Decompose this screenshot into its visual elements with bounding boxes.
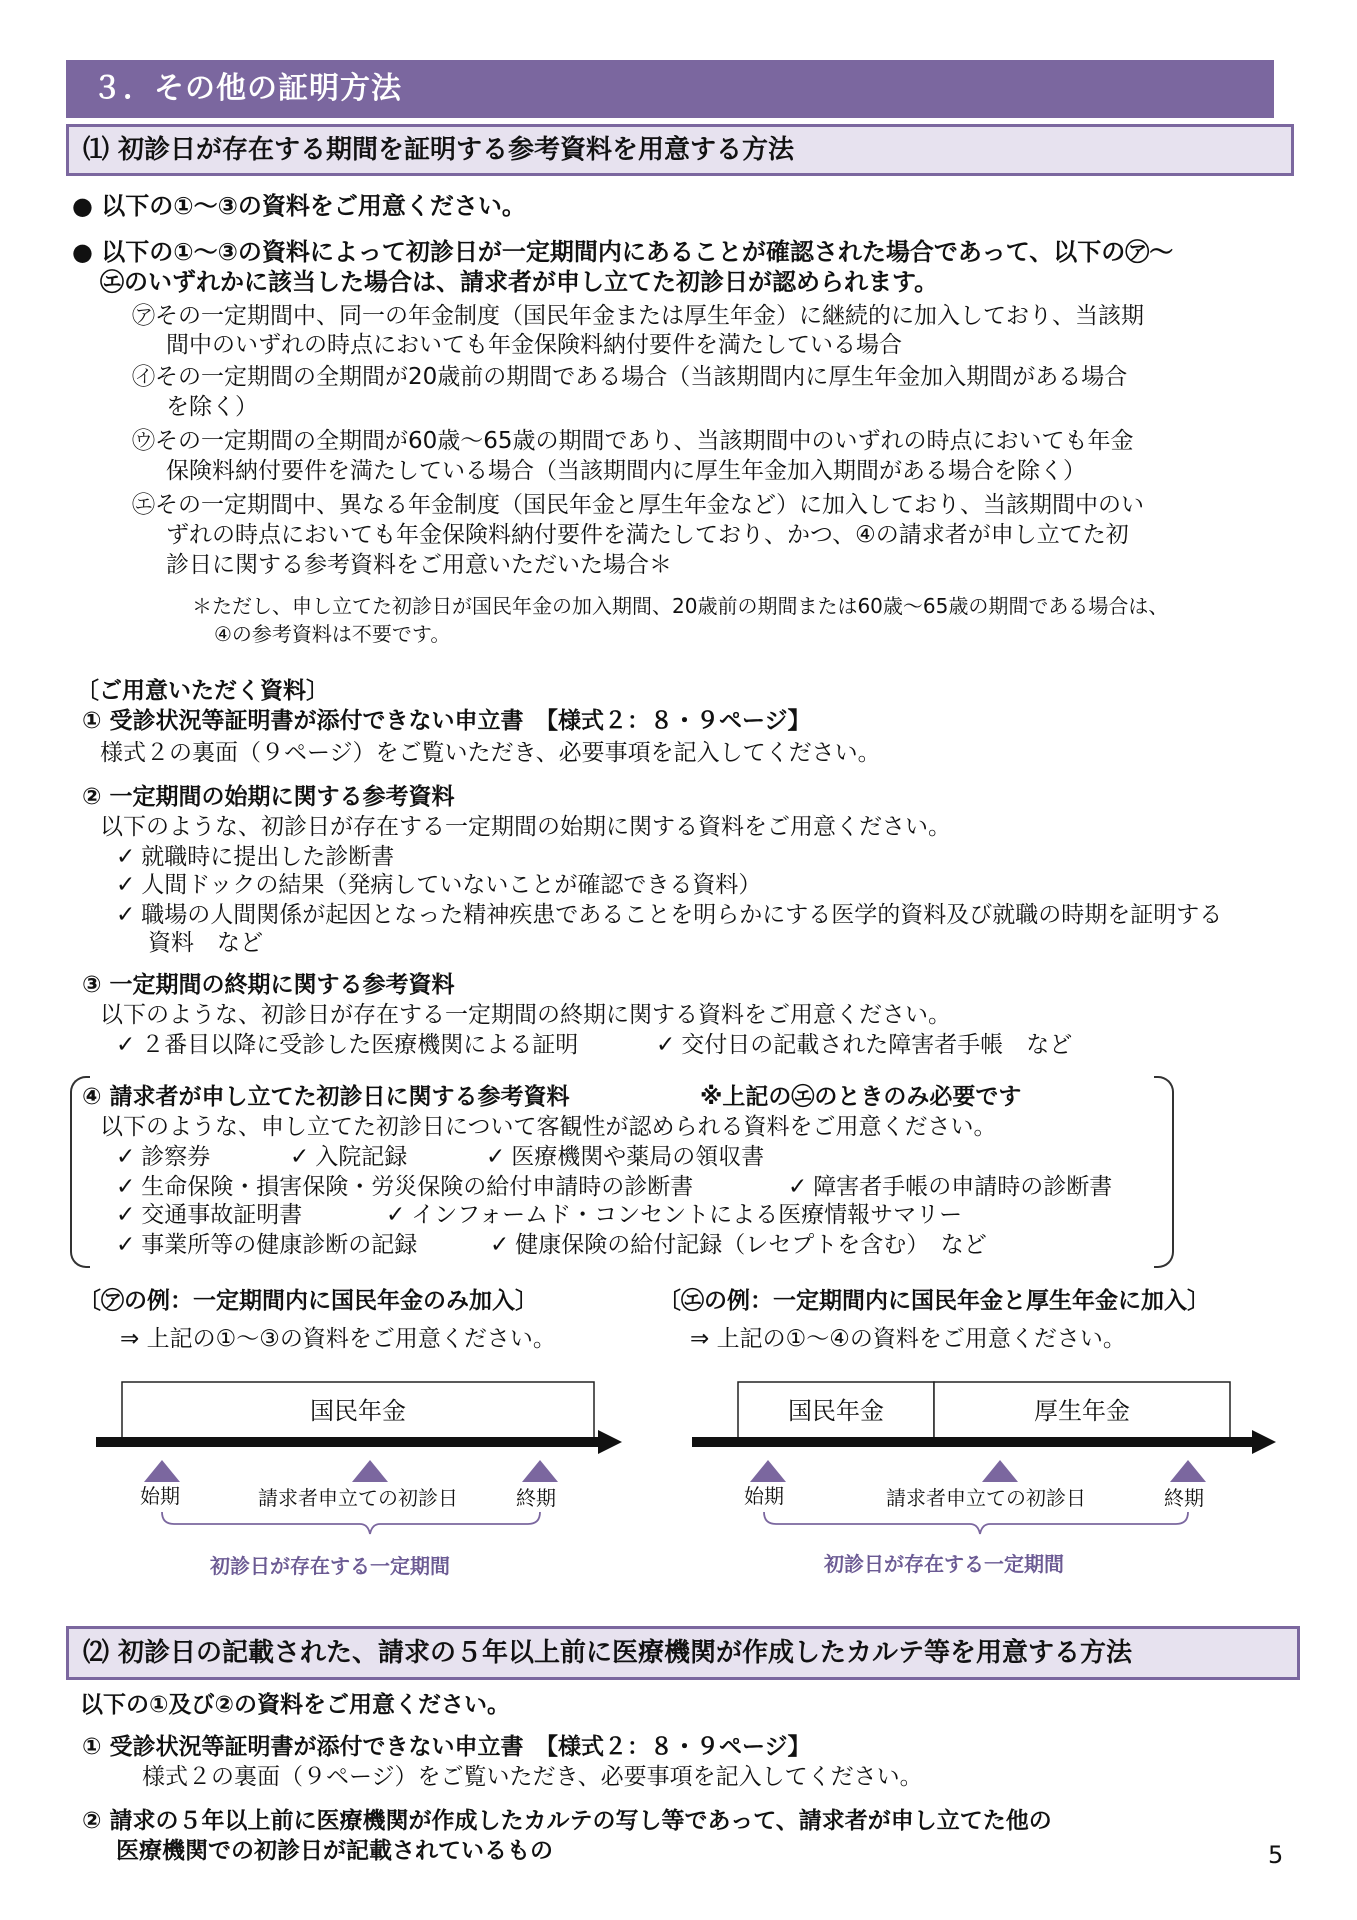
period-brace [764, 1512, 1188, 1534]
material-1-desc: 様式２の裏面（９ページ）をご覧いただき、必要事項を記入してください。 [100, 740, 881, 766]
material-4-note: ※上記の㋓のときのみ必要です [700, 1084, 1022, 1110]
material-2-item: ✓ 職場の人間関係が起因となった精神疾患であることを明らかにする医学的資料及び就職の時期を証明する [116, 902, 1223, 928]
bullet-2-line1: ● 以下の①～③の資料によって初診日が一定期間内にあることが確認された場合であって、以下の㋐～ [72, 238, 1174, 266]
end-label: 終期 [1164, 1486, 1204, 1510]
example-a-title: 〔㋐の例：一定期間内に国民年金のみ加入〕 [78, 1288, 538, 1314]
material-4-item: ✓ 入院記録 [290, 1144, 408, 1170]
material-2-title: ② 一定期間の始期に関する参考資料 [82, 784, 455, 810]
claim-marker-icon [982, 1460, 1018, 1482]
materials-heading: 〔ご用意いただく資料〕 [76, 678, 329, 704]
example-a-desc: ⇒ 上記の①～③の資料をご用意ください。 [120, 1326, 556, 1352]
start-marker-icon [750, 1460, 786, 1482]
condition-a-line2: 間中のいずれの時点においても年金保険料納付要件を満たしている場合 [166, 332, 902, 358]
material-4-item: ✓ 事業所等の健康診断の記録 [116, 1232, 418, 1258]
sub2-material-1-desc: 様式２の裏面（９ページ）をご覧いただき、必要事項を記入してください。 [142, 1764, 923, 1790]
material-2-item-cont: 資料 など [148, 930, 263, 956]
condition-e-line1: ㋓その一定期間中、異なる年金制度（国民年金と厚生年金など）に加入しており、当該期間中のい [132, 492, 1144, 518]
period-brace [162, 1512, 540, 1534]
end-label: 終期 [516, 1486, 556, 1510]
condition-i-line2: を除く） [166, 394, 258, 420]
note-line1: ＊ただし、申し立てた初診日が国民年金の加入期間、20歳前の期間または60歳～65歳の期間である場合は、 [192, 594, 1169, 618]
material-4-item: ✓ 健康保険の給付記録（レセプトを含む） など [490, 1232, 987, 1258]
claim-label: 請求者申立ての初診日 [258, 1486, 458, 1510]
material-4-item: ✓ インフォームド・コンセントによる医療情報サマリー [386, 1202, 963, 1228]
bullet-1: ● 以下の①～③の資料をご用意ください。 [72, 192, 526, 220]
material-3-item: ✓ 交付日の記載された障害者手帳 など [656, 1032, 1073, 1058]
end-marker-icon [522, 1460, 558, 1482]
material-4-desc: 以下のような、申し立てた初診日について客観性が認められる資料をご用意ください。 [100, 1114, 997, 1140]
material-4-item: ✓ 医療機関や薬局の領収書 [486, 1144, 765, 1170]
kokumin-nenkin-label: 国民年金 [788, 1397, 884, 1425]
material-3-desc: 以下のような、初診日が存在する一定期間の終期に関する資料をご用意ください。 [100, 1002, 951, 1028]
start-label: 始期 [140, 1484, 180, 1508]
subsection-title-2: ⑵ 初診日の記載された、請求の５年以上前に医療機関が作成したカルテ等を用意する方法 [66, 1626, 1300, 1680]
sub2-intro: 以下の①及び②の資料をご用意ください。 [80, 1692, 510, 1718]
sub2-material-2-line2: 医療機関での初診日が記載されているもの [116, 1838, 553, 1864]
timeline-arrowhead [598, 1430, 622, 1454]
section-title: ３．その他の証明方法 [66, 60, 1274, 118]
claim-label: 請求者申立ての初診日 [886, 1486, 1086, 1510]
material-4-item: ✓ 障害者手帳の申請時の診断書 [788, 1174, 1113, 1200]
period-label: 初診日が存在する一定期間 [824, 1552, 1064, 1576]
condition-e-line2: ずれの時点においても年金保険料納付要件を満たしており、かつ、④の請求者が申し立てた初 [166, 522, 1129, 548]
timeline-arrowhead [1252, 1430, 1276, 1454]
material-4-title: ④ 請求者が申し立てた初診日に関する参考資料 [82, 1084, 570, 1110]
example-e-title: 〔㋓の例：一定期間内に国民年金と厚生年金に加入〕 [658, 1288, 1210, 1314]
sub2-material-2-line1: ② 請求の５年以上前に医療機関が作成したカルテの写し等であって、請求者が申し立てた他の [82, 1808, 1052, 1834]
material-2-desc: 以下のような、初診日が存在する一定期間の始期に関する資料をご用意ください。 [100, 814, 951, 840]
material-1-title: ① 受診状況等証明書が添付できない申立書 【様式２：８・９ページ】 [82, 708, 811, 734]
note-line2: ④の参考資料は不要です。 [214, 622, 451, 646]
start-label: 始期 [744, 1484, 784, 1508]
bullet-2-line2: ㋓のいずれかに該当した場合は、請求者が申し立てた初診日が認められます。 [100, 268, 939, 296]
condition-i-line1: ㋑その一定期間の全期間が20歳前の期間である場合（当該期間内に厚生年金加入期間がある場合 [132, 364, 1128, 390]
material-3-title: ③ 一定期間の終期に関する参考資料 [82, 972, 455, 998]
material-4-item: ✓ 交通事故証明書 [116, 1202, 303, 1228]
condition-u-line1: ㋒その一定期間の全期間が60歳～65歳の期間であり、当該期間中のいずれの時点においても年金 [132, 428, 1134, 454]
period-label: 初診日が存在する一定期間 [210, 1554, 450, 1578]
start-marker-icon [144, 1460, 180, 1482]
condition-e-line3: 診日に関する参考資料をご用意いただいた場合＊ [166, 552, 672, 578]
example-e-desc: ⇒ 上記の①～④の資料をご用意ください。 [690, 1326, 1126, 1352]
material-3-item: ✓ ２番目以降に受診した医療機関による証明 [116, 1032, 579, 1058]
kousei-nenkin-label: 厚生年金 [1034, 1397, 1130, 1425]
bracket-right [1154, 1076, 1174, 1268]
material-2-item: ✓ 人間ドックの結果（発病していないことが確認できる資料） [116, 872, 762, 898]
material-4-item: ✓ 診察券 [116, 1144, 211, 1170]
end-marker-icon [1170, 1460, 1206, 1482]
page-number: 5 [1268, 1841, 1284, 1869]
claim-marker-icon [352, 1460, 388, 1482]
material-4-item: ✓ 生命保険・損害保険・労災保険の給付申請時の診断書 [116, 1174, 694, 1200]
kokumin-nenkin-label: 国民年金 [310, 1397, 406, 1425]
material-2-item: ✓ 就職時に提出した診断書 [116, 844, 395, 870]
condition-u-line2: 保険料納付要件を満たしている場合（当該期間内に厚生年金加入期間がある場合を除く） [166, 458, 1086, 484]
sub2-material-1-title: ① 受診状況等証明書が添付できない申立書 【様式２：８・９ページ】 [82, 1734, 811, 1760]
condition-a-line1: ㋐その一定期間中、同一の年金制度（国民年金または厚生年金）に継続的に加入しており、当該期 [132, 303, 1144, 329]
subsection-title-1: ⑴ 初診日が存在する期間を証明する参考資料を用意する方法 [66, 124, 1294, 176]
